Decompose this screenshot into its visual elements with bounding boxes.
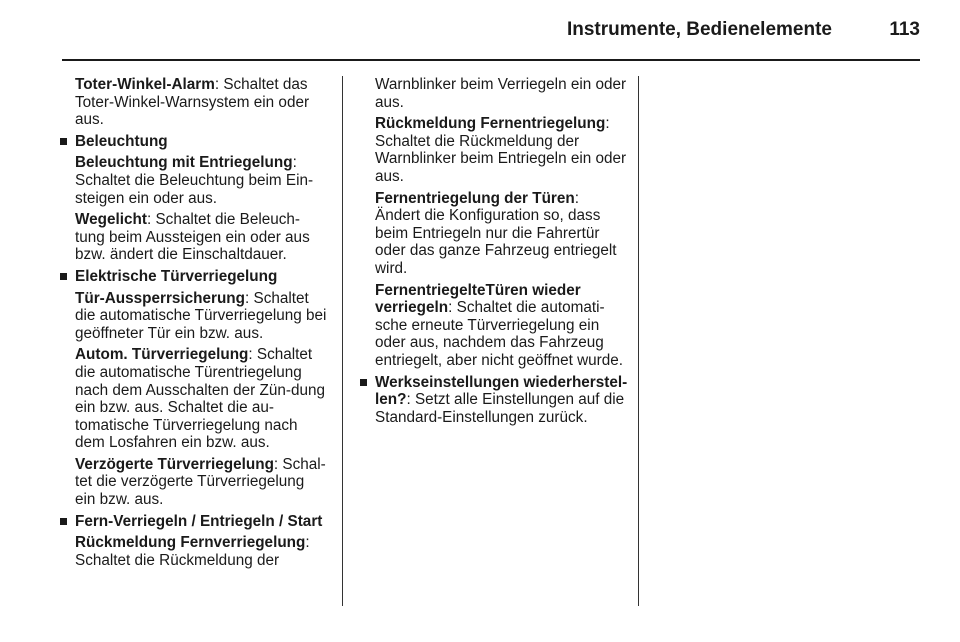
paragraph (356, 190, 628, 278)
list-item (56, 133, 328, 151)
term: Toter-Winkel-Alarm (75, 76, 215, 93)
paragraph (56, 154, 328, 207)
description: : Schaltet die Beleuchtung beim Ein-steigen ein oder aus. (75, 154, 314, 207)
description: Warnblinker beim Verriegeln ein oder aus. (375, 76, 627, 111)
text-column-1 (56, 76, 328, 573)
page-number: 113 (889, 19, 920, 40)
column-divider (342, 76, 343, 606)
term: Verzögerte Türverriegelung (75, 455, 274, 473)
term: Rückmeldung Fernverriegelung (75, 534, 306, 552)
page-header-title: Instrumente, Bedienelemente (566, 19, 832, 40)
description: : Ändert die Konfiguration so, dass beim Entriegeln nur die Fahrertür oder das ganze Fahrzeug entriegelt wird. (375, 189, 617, 277)
term: Fernentriegelung der Türen (375, 189, 575, 207)
bullet-square-icon (60, 138, 67, 145)
list-item (56, 268, 328, 286)
list-item (356, 374, 628, 427)
paragraph (56, 211, 328, 264)
paragraph (56, 290, 328, 343)
term: Wegelicht (75, 211, 147, 229)
section-heading: Elektrische Türverriegelung (75, 267, 278, 285)
description: : Schaltet die Rückmeldung der Warnblinker beim Entriegeln ein oder aus. (375, 115, 627, 185)
text-column-2 (356, 76, 628, 430)
bullet-square-icon (60, 518, 67, 525)
section-heading: Beleuchtung (75, 132, 168, 150)
list-item (56, 513, 328, 531)
description: : Setzt alle Einstellungen auf die Standard-Einstellungen zurück. (375, 391, 625, 426)
paragraph (56, 76, 328, 129)
paragraph (356, 76, 628, 111)
paragraph (56, 534, 328, 569)
term: FernentriegelteTüren wieder verriegeln (375, 281, 581, 317)
paragraph (56, 456, 328, 509)
section-heading: Fern-Verriegeln / Entriegeln / Start (75, 512, 323, 530)
description: : Schaltet die Rückmeldung der (75, 534, 310, 569)
term: Autom. Türverriegelung (75, 346, 249, 364)
term: Beleuchtung mit Entriegelung (75, 154, 293, 172)
column-divider (638, 76, 639, 606)
description: : Schaltet das Toter-Winkel-Warnsystem ein oder aus. (75, 76, 310, 129)
bullet-square-icon (360, 379, 367, 386)
description: : Schaltet die Beleuch-tung beim Aussteigen ein oder aus bzw. ändert die Einschaltdauer. (75, 211, 310, 264)
description: : Schaltet die automatische Türverriegelung bei geöffneter Tür ein bzw. aus. (75, 289, 327, 342)
bullet-square-icon (60, 273, 67, 280)
header-divider (62, 59, 920, 61)
paragraph (56, 346, 328, 452)
term: Tür-Aussperrsicherung (75, 289, 245, 307)
paragraph (356, 282, 628, 370)
description: : Schaltet die automatische Türentriegelung nach dem Ausschalten der Zün-dung ein bzw. aus. Schaltet die au-tomatische Türverriegelung nach dem Losfahren ein bzw. aus. (75, 346, 326, 452)
description: : Schal-tet die verzögerte Türverriegelung ein bzw. aus. (75, 455, 326, 509)
paragraph (356, 115, 628, 185)
term: Rückmeldung Fernentriegelung (375, 115, 606, 133)
description: : Schaltet die automati-sche erneute Türverriegelung ein oder aus, nachdem das Fahrzeug entriegelt, aber nicht geöffnet wurde. (375, 299, 624, 369)
section-heading: Werkseinstellungen wiederherstel-len? (375, 373, 628, 409)
